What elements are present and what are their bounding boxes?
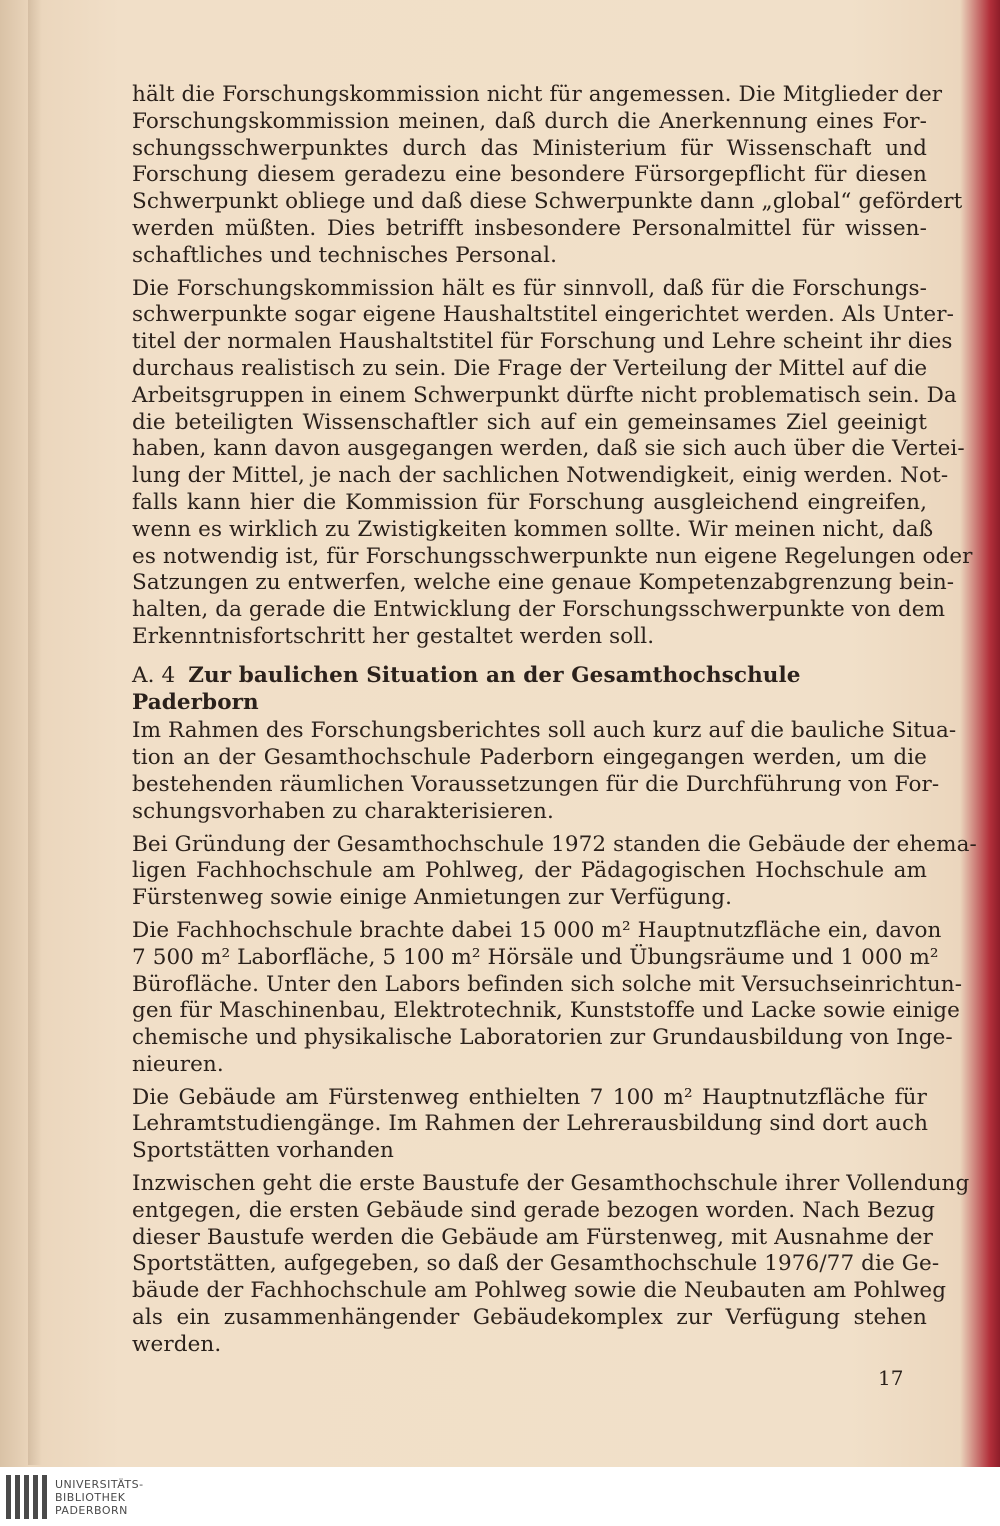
library-logo-text: [55, 1478, 144, 1517]
text-line: Fürstenweg sowie einige Anmietungen zur Verfügung.: [132, 885, 733, 911]
text-line: schaftliches und technisches Personal.: [132, 242, 558, 268]
section-heading: [132, 663, 927, 717]
text-line: Die Fachhochschule brachte dabei 15 000 m² Hauptnutzfläche ein, davon: [132, 917, 942, 943]
body-text: [132, 82, 977, 1365]
logo-line-2: BIBLIOTHEK: [55, 1490, 126, 1504]
paragraph-1: [132, 82, 963, 270]
page-number: 17: [878, 1366, 904, 1390]
text-line: Die Gebäude am Fürstenweg enthielten 7 100 m² Hauptnutzfläche für: [132, 1084, 927, 1110]
paragraph-4: [132, 831, 977, 912]
section-title: Zur baulichen Situation an der Gesamthochschule Paderborn: [132, 662, 801, 715]
text-line: Inzwischen geht die erste Baustufe der Gesamthochschule ihrer Vollendung: [132, 1171, 970, 1197]
text-line: nieuren.: [132, 1051, 224, 1077]
text-line: werden.: [132, 1331, 222, 1357]
text-line: Erkenntnisfortschritt her gestaltet werden soll.: [132, 623, 655, 649]
text-line: haben, kann davon ausgegangen werden, daß sie sich auch über die Vertei-: [132, 436, 965, 462]
text-line: Bei Gründung der Gesamthochschule 1972 standen die Gebäude der ehema-: [132, 831, 977, 857]
text-line: Bürofläche. Unter den Labors befinden sich solche mit Versuchseinrichtun-: [132, 971, 963, 997]
text-line: die beteiligten Wissenschaftler sich auf ein gemeinsames Ziel geeinigt: [132, 409, 927, 435]
text-line: Sportstätten, aufgegeben, so daß der Gesamthochschule 1976/77 die Ge-: [132, 1251, 940, 1277]
text-line: Die Forschungskommission hält es für sinnvoll, daß für die Forschungs-: [132, 275, 927, 301]
text-line: Arbeitsgruppen in einem Schwerpunkt dürfte nicht problematisch sein. Da: [132, 382, 957, 408]
text-line: als ein zusammenhängender Gebäudekomplex zur Verfügung stehen: [132, 1305, 927, 1331]
text-line: halten, da gerade die Entwicklung der Forschungsschwerpunkte von dem: [132, 597, 946, 623]
text-line: hält die Forschungskommission nicht für angemessen. Die Mitglieder der: [132, 82, 943, 107]
text-line: lung der Mittel, je nach der sachlichen Notwendigkeit, einig werden. Not-: [132, 463, 949, 489]
text-line: Forschung diesem geradezu eine besondere Fürsorgepflicht für diesen: [132, 162, 927, 188]
text-line: es notwendig ist, für Forschungsschwerpunkte nun eigene Regelungen oder: [132, 543, 973, 569]
text-line: schungsvorhaben zu charakterisieren.: [132, 798, 554, 824]
text-line: Im Rahmen des Forschungsberichtes soll auch kurz auf die bauliche Situa-: [132, 718, 957, 744]
text-line: falls kann hier die Kommission für Forschung ausgleichend eingreifen,: [132, 489, 927, 515]
text-line: bestehenden räumlichen Voraussetzungen für die Durchführung von For-: [132, 771, 940, 797]
text-line: Forschungskommission meinen, daß durch die Anerkennung eines For-: [132, 108, 927, 134]
text-line: Sportstätten vorhanden: [132, 1138, 394, 1164]
text-line: schwerpunkte sogar eigene Haushaltstitel eingerichtet werden. Als Unter-: [132, 302, 954, 328]
paragraph-7: [132, 1171, 970, 1359]
text-line: tion an der Gesamthochschule Paderborn eingegangen werden, um die: [132, 745, 927, 771]
text-line: Lehramtstudiengänge. Im Rahmen der Lehrerausbildung sind dort auch: [132, 1111, 929, 1137]
text-line: chemische und physikalische Laboratorien zur Grundausbildung von Inge-: [132, 1025, 953, 1051]
text-line: Schwerpunkt obliege und daß diese Schwerpunkte dann „global“ gefördert: [132, 189, 963, 215]
text-line: bäude der Fachhochschule am Pohlweg sowie die Neubauten am Pohlweg: [132, 1278, 947, 1304]
paragraph-3: [132, 718, 957, 825]
text-line: dieser Baustufe werden die Gebäude am Fürstenweg, mit Ausnahme der: [132, 1224, 933, 1250]
paragraph-6: [132, 1085, 927, 1165]
paragraph-5: [132, 917, 963, 1079]
text-line: entgegen, die ersten Gebäude sind gerade bezogen worden. Nach Bezug: [132, 1197, 935, 1223]
paragraph-2: [132, 275, 973, 651]
text-line: ligen Fachhochschule am Pohlweg, der Pädagogischen Hochschule am: [132, 858, 927, 884]
text-line: 7 500 m² Laborfläche, 5 100 m² Hörsäle und Übungsräume und 1 000 m²: [132, 944, 939, 970]
text-line: wenn es wirklich zu Zwistigkeiten kommen sollte. Wir meinen nicht, daß: [132, 516, 934, 542]
text-line: titel der normalen Haushaltstitel für Forschung und Lehre scheint ihr dies: [132, 329, 953, 355]
text-line: Satzungen zu entwerfen, welche eine genaue Kompetenzabgrenzung bein-: [132, 570, 955, 596]
book-spine-shadow: [28, 0, 42, 1465]
text-line: werden müßten. Dies betrifft insbesondere Personalmittel für wissen-: [132, 215, 927, 241]
footer-bar: [0, 1467, 1000, 1526]
library-logo: [6, 1471, 144, 1523]
logo-line-1: UNIVERSITÄTS-: [55, 1477, 144, 1491]
text-line: schungsschwerpunktes durch das Ministerium für Wissenschaft und: [132, 135, 927, 161]
text-line: gen für Maschinenbau, Elektrotechnik, Kunststoffe und Lacke sowie einige: [132, 998, 960, 1024]
library-logo-icon: [6, 1475, 47, 1519]
section-number: A. 4: [132, 662, 176, 688]
logo-line-3: PADERBORN: [55, 1503, 128, 1517]
text-line: durchaus realistisch zu sein. Die Frage der Verteilung der Mittel auf die: [132, 355, 928, 381]
